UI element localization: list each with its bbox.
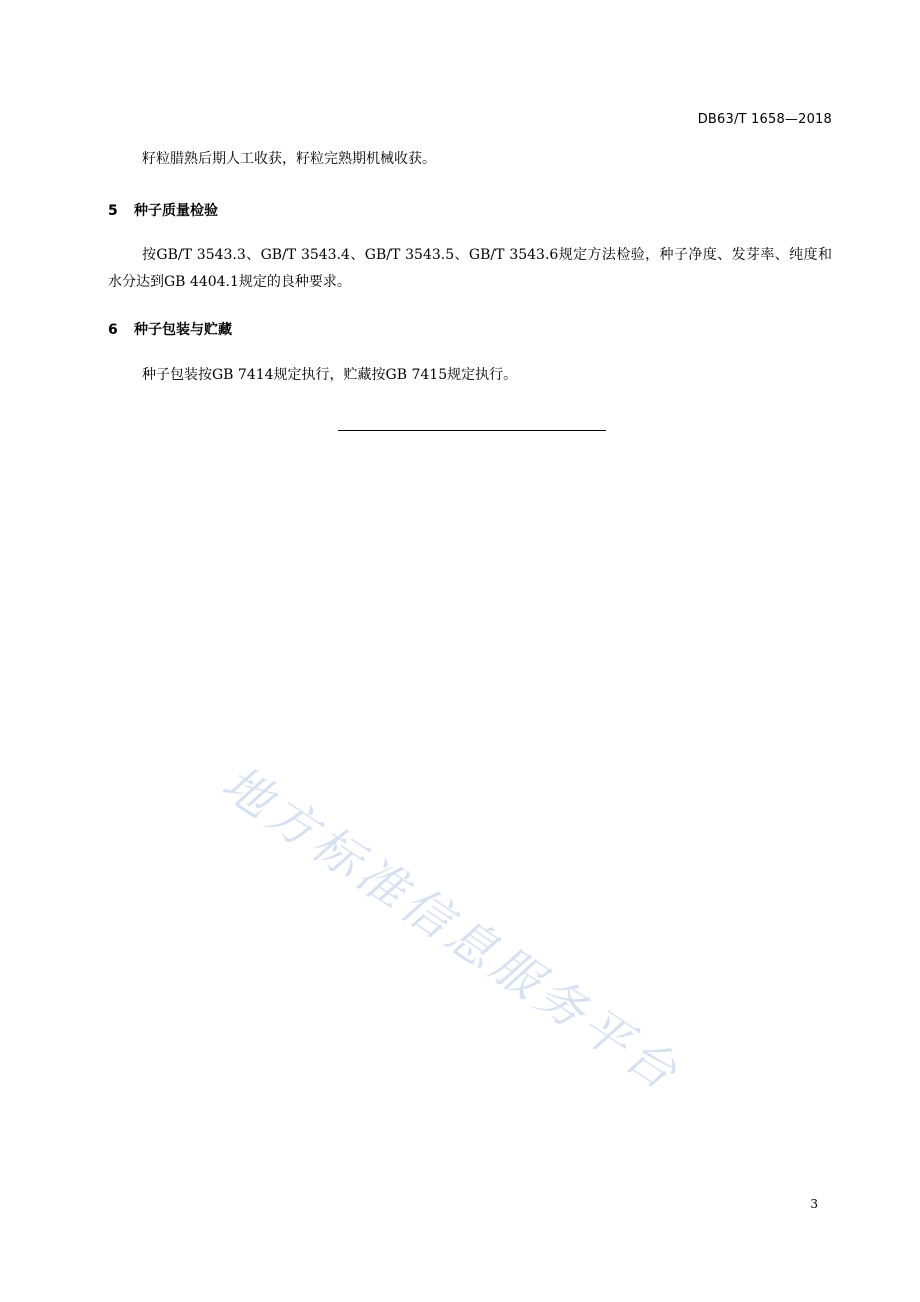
- section-6-number: 6: [108, 322, 118, 338]
- section-5-paragraph: 按GB/T 3543.3、GB/T 3543.4、GB/T 3543.5、GB/T 3543.6规定方法检验，种子净度、发芽率、纯度和水分达到GB 4404.1规定的良种要求。: [108, 247, 832, 290]
- end-of-document-rule: [338, 430, 606, 431]
- watermark: 地方标准信息服务平台: [211, 755, 691, 1104]
- section-6-title: 种子包装与贮藏: [134, 322, 232, 338]
- section-6-heading: [108, 319, 232, 339]
- section-5-number: 5: [108, 203, 118, 219]
- section-5-title: 种子质量检验: [134, 203, 218, 219]
- page-number: 3: [810, 1197, 818, 1211]
- section-5-heading: [108, 200, 218, 220]
- harvest-paragraph: 籽粒腊熟后期人工收获，籽粒完熟期机械收获。: [142, 151, 436, 167]
- section-6-paragraph: 种子包装按GB 7414规定执行，贮藏按GB 7415规定执行。: [142, 367, 518, 383]
- document-code: DB63/T 1658—2018: [697, 112, 832, 127]
